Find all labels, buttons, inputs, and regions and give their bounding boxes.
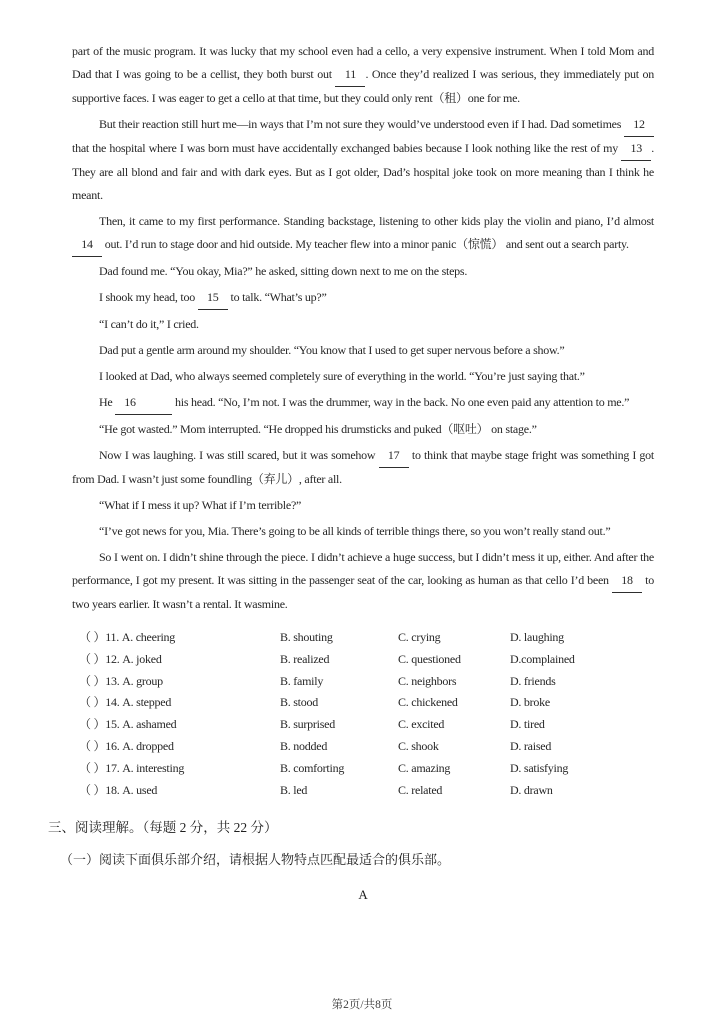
cloze-blank-14: 14 xyxy=(72,233,102,257)
option-choice: （ ）11. A. cheering xyxy=(79,630,176,644)
option-choice: C. excited xyxy=(398,717,445,732)
option-choice: B. led xyxy=(280,782,308,797)
option-choice: B. nodded xyxy=(280,738,328,753)
cloze-options-table xyxy=(79,627,654,801)
option-choice: （ ）12. A. joked xyxy=(79,651,162,666)
passage-paragraph: Dad found me. “You okay, Mia?” he asked, sitting down next to me on the steps. xyxy=(99,264,468,278)
option-row xyxy=(79,780,654,802)
passage-paragraph: Now I was laughing. I was still scared, but it was somehow 17 to think that maybe stage fright was something I got from Dad. I wasn’t just some foundling（弃儿）, after all. xyxy=(72,444,654,491)
passage-paragraph: “I’ve got news for you, Mia. There’s going to be all kinds of terrible things there, so you won’t really stand out.” xyxy=(99,524,611,538)
option-choice: （ ）16. A. dropped xyxy=(79,738,174,753)
option-choice: B. stood xyxy=(280,695,319,710)
option-choice: B. shouting xyxy=(280,630,333,644)
option-choice: C. neighbors xyxy=(398,673,457,688)
option-choice: （ ）13. A. group xyxy=(79,673,163,688)
option-row xyxy=(79,736,654,758)
option-choice: D. laughing xyxy=(510,630,564,644)
option-row xyxy=(79,671,654,693)
cloze-blank-12: 12 xyxy=(624,113,654,137)
option-choice: C. questioned xyxy=(398,651,461,666)
passage-paragraph: So I went on. I didn’t shine through the piece. I didn’t achieve a huge success, but I didn’t mess it up, either. And after the performance, I got my present. It was sitting in the passenger seat of the car, looking as human as that cello I’d been 18 to two years earlier. It wasn’t a rental. It wasmine. xyxy=(72,550,654,611)
option-choice: （ ）14. A. stepped xyxy=(79,695,172,710)
option-row xyxy=(79,649,654,671)
option-choice: （ ）17. A. interesting xyxy=(79,760,185,775)
option-choice: D.complained xyxy=(510,651,575,666)
passage-paragraph: “He got wasted.” Mom interrupted. “He dropped his drumsticks and puked（呕吐） on stage.” xyxy=(99,422,537,436)
option-choice: C. crying xyxy=(398,630,441,644)
option-row xyxy=(79,758,654,780)
option-choice: C. shook xyxy=(398,738,439,753)
page-number-footer: 第2页/共8页 xyxy=(331,999,393,1011)
passage-paragraph: part of the music program. It was lucky that my school even had a cello, a very expensive instrument. When I told Mom and Dad that I was going to be a cellist, they both burst out 11 . Once they’d realized I was serious, they immediately put on supportive faces. I was eager to get a cello at that time, but they could only rent（租）one for me. xyxy=(72,44,655,105)
section-instruction: （一）阅读下面俱乐部介绍，请根据人物特点匹配最适合的俱乐部。 xyxy=(60,852,451,868)
cloze-blank-18: 18 xyxy=(612,569,642,593)
passage-paragraph: Then, it came to my first performance. Standing backstage, listening to other kids play the violin and piano, I’d almost 14 out. I’d run to stage door and hid outside. My teacher flew into a minor panic（惊慌） and sent out a search party. xyxy=(72,210,654,257)
cloze-blank-15: 15 xyxy=(198,286,228,310)
passage-paragraph: I shook my head, too 15 to talk. “What’s up?” xyxy=(72,286,654,310)
option-choice: B. comforting xyxy=(280,760,345,775)
passage-paragraph: He 16 his head. “No, I’m not. I was the drummer, way in the back. No one even paid any attention to me.” xyxy=(72,391,654,415)
option-choice: D. tired xyxy=(510,717,545,732)
option-choice: B. family xyxy=(280,673,324,688)
option-choice: B. surprised xyxy=(280,717,335,732)
option-choice: D. raised xyxy=(510,738,552,753)
cloze-blank-11: 11 xyxy=(335,63,365,87)
option-row xyxy=(79,627,654,649)
part-a-label: A xyxy=(358,887,368,903)
option-choice: D. friends xyxy=(510,673,556,688)
passage-paragraph: “I can’t do it,” I cried. xyxy=(99,317,199,331)
option-choice: C. related xyxy=(398,782,443,797)
cloze-passage xyxy=(72,40,654,616)
passage-paragraph: Dad put a gentle arm around my shoulder. “You know that I used to get super nervous before a show.” xyxy=(99,343,565,357)
section-heading: 三、阅读理解。（每题 2 分，共 22 分） xyxy=(48,820,278,836)
option-choice: C. chickened xyxy=(398,695,458,710)
cloze-blank-13: 13 xyxy=(621,137,651,161)
option-choice: C. amazing xyxy=(398,760,451,775)
cloze-blank-17: 17 xyxy=(379,444,409,468)
option-row xyxy=(79,714,654,736)
option-choice: D. broke xyxy=(510,695,550,710)
passage-paragraph: “What if I mess it up? What if I’m terrible?” xyxy=(99,498,302,512)
option-choice: （ ）18. A. used xyxy=(79,782,158,797)
passage-paragraph: I looked at Dad, who always seemed completely sure of everything in the world. “You’re just saying that.” xyxy=(99,369,585,383)
passage-paragraph: But their reaction still hurt me—in ways that I’m not sure they would’ve understood even if I had. Dad sometimes 12 that the hospital where I was born must have accidentally exchanged babies because I look nothing like the rest of my 13 . They are all blond and fair and with dark eyes. But as I got older, Dad’s hospital joke took on more meaning than I think he meant. xyxy=(72,113,654,207)
option-choice: （ ）15. A. ashamed xyxy=(79,717,177,732)
option-choice: B. realized xyxy=(280,651,330,666)
cloze-blank-16: 16 xyxy=(115,391,172,415)
option-choice: D. satisfying xyxy=(510,760,569,775)
option-row xyxy=(79,692,654,714)
option-choice: D. drawn xyxy=(510,782,553,797)
